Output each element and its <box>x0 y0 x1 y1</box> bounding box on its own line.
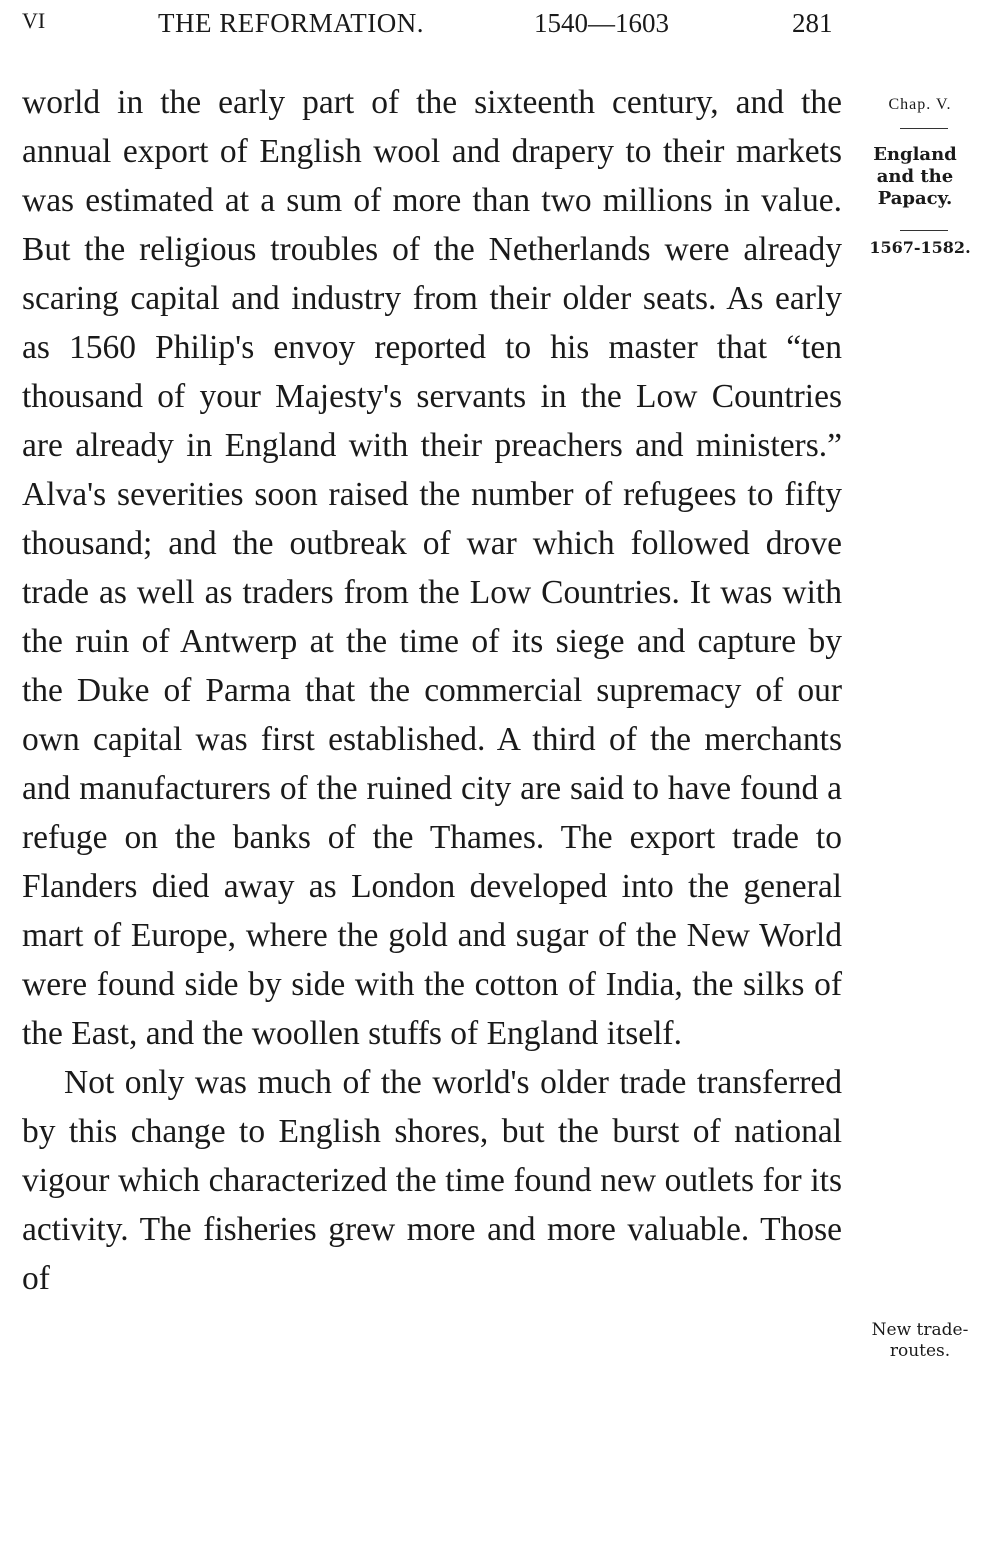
margin-trade-line: routes. <box>889 1341 951 1361</box>
margin-rule <box>900 128 948 129</box>
margin-chapter-note: Chap. V. <box>888 96 952 113</box>
margin-topic-line: England <box>873 144 957 165</box>
margin-trade-line: New trade- <box>871 1320 969 1340</box>
margin-topic-line: and the <box>876 166 954 187</box>
header-years: 1540—1603 <box>534 8 669 38</box>
page-number: 281 <box>792 8 833 38</box>
margin-topic-note <box>850 144 980 210</box>
paragraph-1: world in the early part of the sixteenth century, and the annual export of English wool and drapery to their markets was estimated at a sum of more than two millions in value. But the religious troubles of the Netherlands were already scaring capital and industry from their older seats. As early as 1560 Philip's envoy reported to his master that “ten thousand of your Majesty's servants in the Low Countries are already in England with their preachers and ministers.” Alva's severities soon raised the number of refugees to fifty thousand; and the outbreak of war which followed drove trade as well as traders from the Low Countries. It was with the ruin of Antwerp at the time of its siege and capture by the Duke of Parma that the commercial supremacy of our own capital was first established. A third of the merchants and manufacturers of the ruined city are said to have found a refuge on the banks of the Thames. The export trade to Flanders died away as London developed into the general mart of Europe, where the gold and sugar of the New World were found side by side with the cotton of India, the silks of the East, and the woollen stuffs of England itself. <box>22 84 842 1052</box>
body-text <box>22 78 842 1303</box>
running-header <box>22 8 842 44</box>
margin-rule <box>900 230 948 231</box>
margin-topic-line: Papacy. <box>877 188 953 209</box>
header-title: THE REFORMATION. <box>158 8 425 38</box>
margin-trade-note <box>850 1320 990 1362</box>
header-chapter-number: VI <box>22 8 46 33</box>
paragraph-2: Not only was much of the world's older trade transferred by this change to English shores, but the burst of national vigour which characterized the time found new outlets for its activity. The fisheries grew more and more valuable. Those of <box>22 1064 842 1297</box>
margin-years-note: 1567-1582. <box>869 238 971 257</box>
